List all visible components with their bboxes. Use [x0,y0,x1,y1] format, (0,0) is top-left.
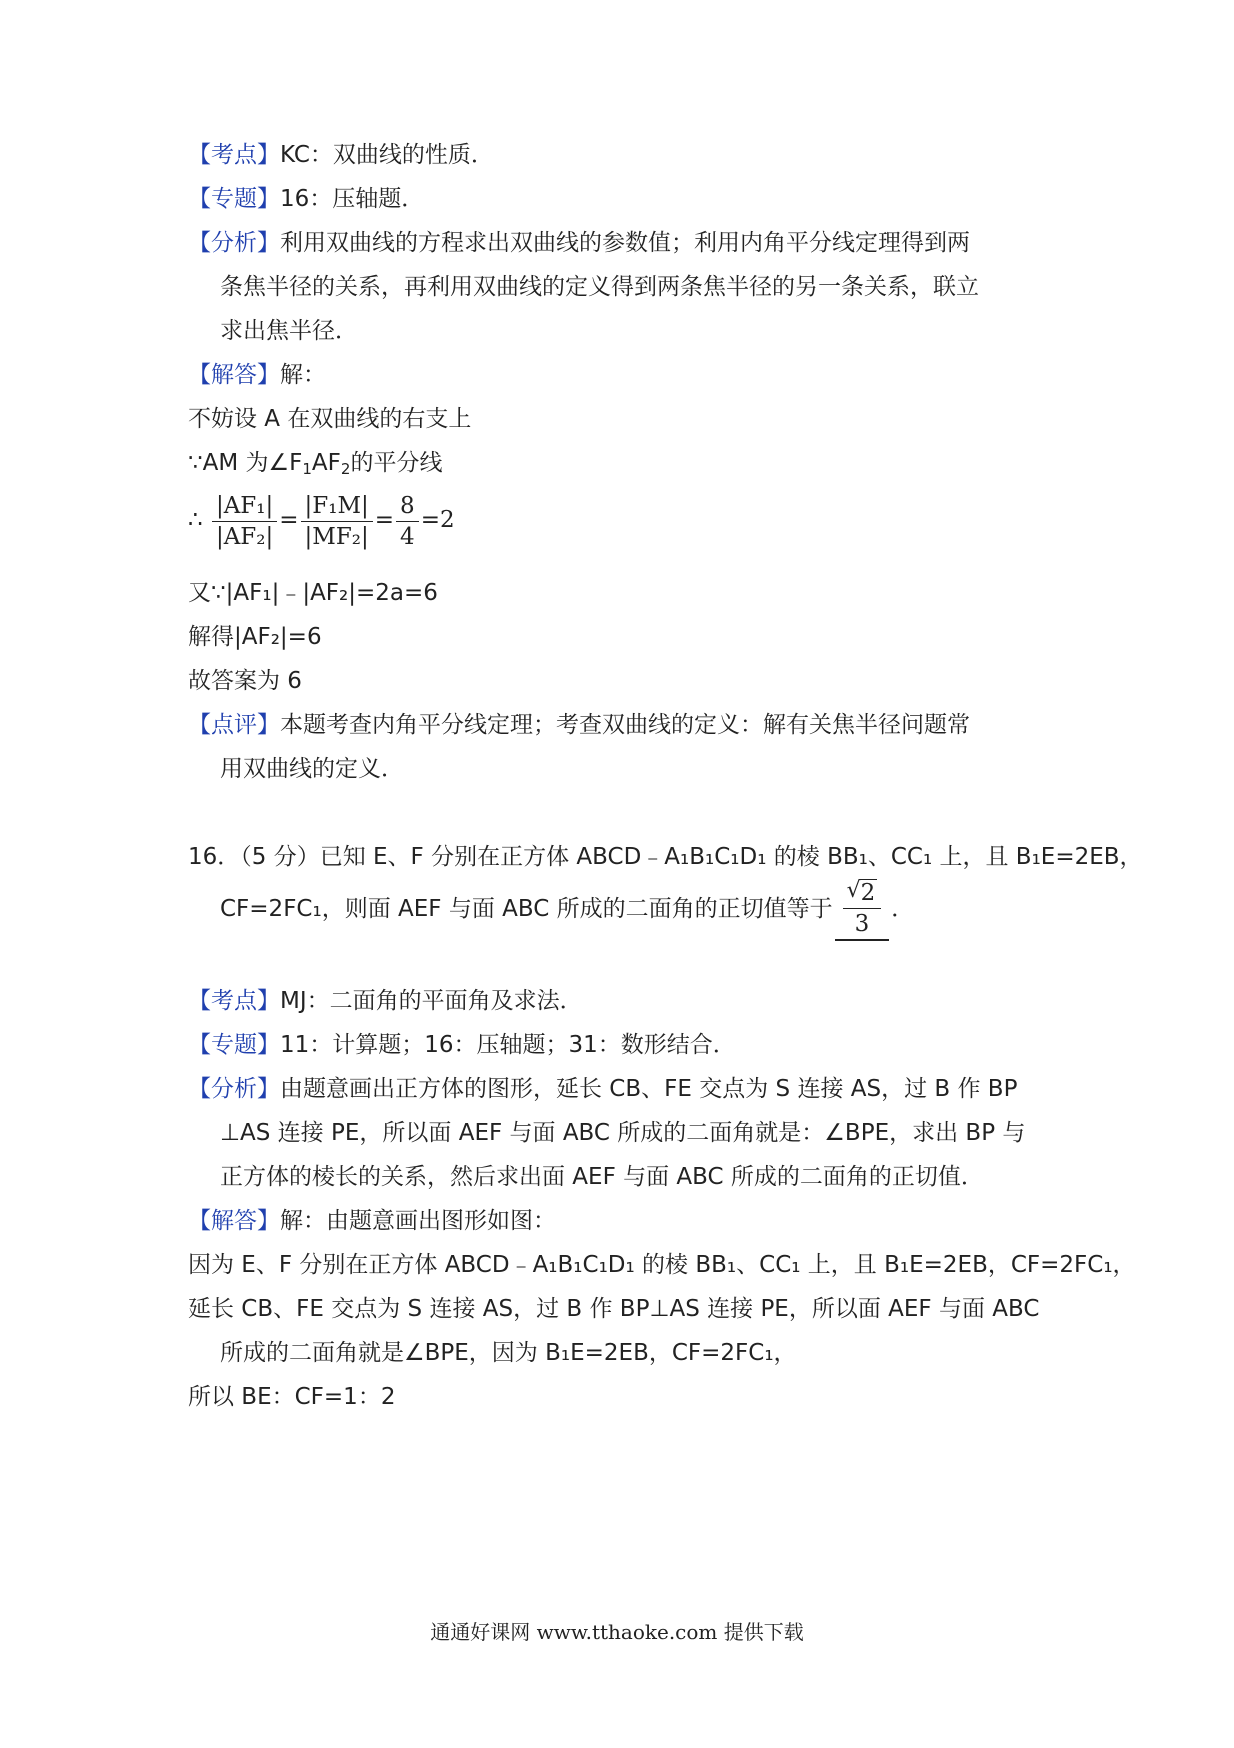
sqrt-symbol [847,878,878,908]
frac1-numerator: |AF₁| [212,491,277,522]
jieda-tag: 【解答】 [188,362,280,388]
answer-fraction [843,878,882,939]
kaodian-tag: 【考点】 [188,142,280,168]
zhuanti-tag: 【专题】 [188,1032,280,1058]
q15-step1: 不妨设 A 在双曲线的右支上 [188,406,472,432]
kaodian-tag: 【考点】 [188,988,280,1014]
q15-zhuanti-line [188,184,424,214]
frac2-numerator: |F₁M| [301,491,373,522]
q16-step1: 因为 E、F 分别在正方体 ABCD﹣A₁B₁C₁D₁ 的棱 BB₁、CC₁ 上，且 B₁E=2EB，CF=2FC₁， [188,1252,1136,1278]
frac1-denominator: |AF₂| [215,523,274,550]
jieda-text: 解：由题意画出图形如图： [280,1208,556,1234]
sqrt-radicand: 2 [860,880,876,906]
q15-step6: 故答案为 6 [188,668,302,694]
q16-step2: 延长 CB、FE 交点为 S 连接 AS，过 B 作 BP⊥AS 连接 PE，所以面 AEF 与面 ABC [188,1296,1040,1322]
q16-fenxi-line2: ⊥AS 连接 PE，所以面 AEF 与面 ABC 所成的二面角就是：∠BPE，求出 BP 与 [220,1120,1026,1146]
q16-kaodian-line [188,986,583,1016]
equals-2: = [374,507,395,533]
zhuanti-text: 11：计算题；16：压轴题；31：数形结合． [280,1032,736,1058]
step2-sub2: 2 [340,460,351,478]
q16-title-end: ． [891,896,915,922]
therefore-symbol: ∴ [188,507,203,533]
q16-step4: 所以 BE：CF=1：2 [188,1384,396,1410]
q16-zhuanti-line [188,1030,736,1060]
step2-post: 的平分线 [350,450,443,476]
fraction-af1-af2 [212,491,277,552]
q16-title-line2 [220,878,914,941]
frac3-denominator: 4 [400,523,415,550]
q15-fraction-equation [188,490,455,552]
q16-step3: 所成的二面角就是∠BPE，因为 B₁E=2EB，CF=2FC₁， [220,1340,797,1366]
step2-mid: AF [311,450,341,476]
fraction-f1m-mf2 [301,491,373,552]
zhuanti-tag: 【专题】 [188,186,280,212]
dianping-text-1: 本题考查内角平分线定理；考查双曲线的定义：解有关焦半径问题常 [280,712,970,738]
q15-step4: 又∵|AF₁|﹣|AF₂|=2a=6 [188,580,438,606]
q15-jieda-line [188,360,326,390]
q15-fenxi-line3: 求出焦半径． [220,318,358,344]
q16-title-line1: 16．（5 分）已知 E、F 分别在正方体 ABCD﹣A₁B₁C₁D₁ 的棱 BB₁、CC₁ 上，且 B₁E=2EB， [188,844,1143,870]
kaodian-text: MJ：二面角的平面角及求法． [280,988,583,1014]
q15-fenxi-line2: 条焦半径的关系，再利用双曲线的定义得到两条焦半径的另一条关系，联立 [220,274,979,300]
frac3-numerator: 8 [396,491,419,522]
fenxi-tag: 【分析】 [188,230,280,256]
frac2-denominator: |MF₂| [304,523,369,550]
fraction-8-4 [396,491,419,552]
page-footer: 通通好课网 www.tthaoke.com 提供下载 [430,1620,804,1644]
q16-fenxi-line3: 正方体的棱长的关系，然后求出面 AEF 与面 ABC 所成的二面角的正切值． [220,1164,984,1190]
fenxi-text-1: 由题意画出正方体的图形，延长 CB、FE 交点为 S 连接 AS，过 B 作 BP [280,1076,1018,1102]
equals-1: = [279,507,299,533]
jieda-tag: 【解答】 [188,1208,280,1234]
q15-dianping-line2: 用双曲线的定义． [220,756,404,782]
fenxi-tag: 【分析】 [188,1076,280,1102]
fenxi-text-1: 利用双曲线的方程求出双曲线的参数值；利用内角平分线定理得到两 [280,230,970,256]
q15-step2 [188,448,442,478]
dianping-tag: 【点评】 [188,712,280,738]
q15-step5: 解得|AF₂|=6 [188,624,322,650]
q15-dianping-line1 [188,710,970,740]
q16-fenxi-line1 [188,1074,1017,1104]
step2-sub1: 1 [302,460,312,478]
kaodian-text: KC：双曲线的性质． [280,142,494,168]
step2-pre: ∵AM 为∠F [188,450,303,476]
jieda-text: 解： [280,362,326,388]
q15-kaodian-line [188,140,494,170]
equals-result: =2 [420,507,455,533]
q16-title-text: CF=2FC₁，则面 AEF 与面 ABC 所成的二面角的正切值等于 [220,896,833,922]
answer-numerator [843,878,882,909]
q16-jieda-line [188,1206,556,1236]
answer-denominator: 3 [854,911,870,937]
answer-blank [835,878,890,941]
q15-fenxi-line1 [188,228,970,258]
zhuanti-text: 16：压轴题． [280,186,425,212]
